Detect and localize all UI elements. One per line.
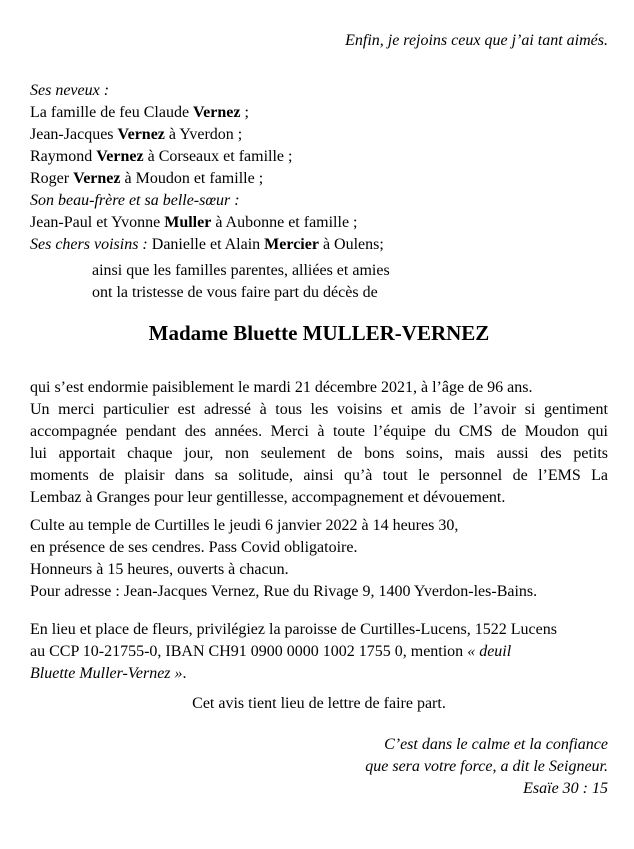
verse-line-1: C’est dans le calme et la confiance <box>384 736 608 753</box>
donation-line: au CCP 10-21755-0, IBAN CH91 0900 0000 1002 1755 0, mention « deuil <box>30 643 512 660</box>
thanks-line: Lembaz à Granges pour leur gentillesse, accompagnement et dévouement. <box>30 489 506 506</box>
ceremony-line: Culte au temple de Curtilles le jeudi 6 janvier 2022 à 14 heures 30, <box>30 517 459 534</box>
thanks-line: accompagnée pendant des années. Merci à toute l’équipe du CMS de Moudon qui <box>30 423 608 440</box>
family-line: Jean-Paul et Yvonne Muller à Aubonne et famille ; <box>30 214 358 231</box>
intro-line-2: ont la tristesse de vous faire part du décès de <box>92 284 378 301</box>
family-line: Ses neveux : <box>30 82 110 99</box>
family-line: La famille de feu Claude Vernez ; <box>30 104 249 121</box>
donation-block <box>30 619 608 685</box>
bible-verse <box>30 734 608 800</box>
family-line: Son beau-frère et sa belle-sœur : <box>30 192 240 209</box>
thanks-line: Un merci particulier est adressé à tous les voisins et amis de l’avoir si gentiment <box>30 401 608 418</box>
family-line: Jean-Jacques Vernez à Yverdon ; <box>30 126 243 143</box>
deceased-name: Madame Bluette MULLER-VERNEZ <box>148 321 490 345</box>
ceremony-line: Pour adresse : Jean-Jacques Vernez, Rue du Rivage 9, 1400 Yverdon-les-Bains. <box>30 583 538 600</box>
verse-line-2: que sera votre force, a dit le Seigneur. <box>365 758 608 775</box>
epigraph-quote: Enfin, je rejoins ceux que j’ai tant aimés. <box>345 32 608 49</box>
obituary-page <box>0 30 634 849</box>
death-notice-line: qui s’est endormie paisiblement le mardi 21 décembre 2021, à l’âge de 96 ans. <box>30 379 533 396</box>
ceremony-block <box>30 515 608 603</box>
verse-reference: Esaïe 30 : 15 <box>523 780 608 797</box>
donation-line: Bluette Muller-Vernez ». <box>30 665 187 682</box>
ceremony-line: en présence de ses cendres. Pass Covid obligatoire. <box>30 539 358 556</box>
donation-line: En lieu et place de fleurs, privilégiez la paroisse de Curtilles-Lucens, 1522 Lucens <box>30 621 557 638</box>
ceremony-line: Honneurs à 15 heures, ouverts à chacun. <box>30 561 289 578</box>
intro-line-1: ainsi que les familles parentes, alliées et amies <box>92 262 390 279</box>
family-line: Ses chers voisins : Danielle et Alain Mercier à Oulens; <box>30 236 384 253</box>
thanks-line: moments de plaisir dans sa solitude, ainsi qu’à tout le personnel de l’EMS La <box>30 467 608 484</box>
family-line: Raymond Vernez à Corseaux et famille ; <box>30 148 293 165</box>
thanks-paragraph <box>30 399 608 509</box>
closing-notice: Cet avis tient lieu de lettre de faire part. <box>192 695 446 712</box>
intro-block <box>92 260 608 304</box>
family-line: Roger Vernez à Moudon et famille ; <box>30 170 264 187</box>
thanks-line: lui apportait chaque jour, non seulement de bons soins, mais aussi des petits <box>30 445 608 462</box>
family-list <box>30 80 608 256</box>
